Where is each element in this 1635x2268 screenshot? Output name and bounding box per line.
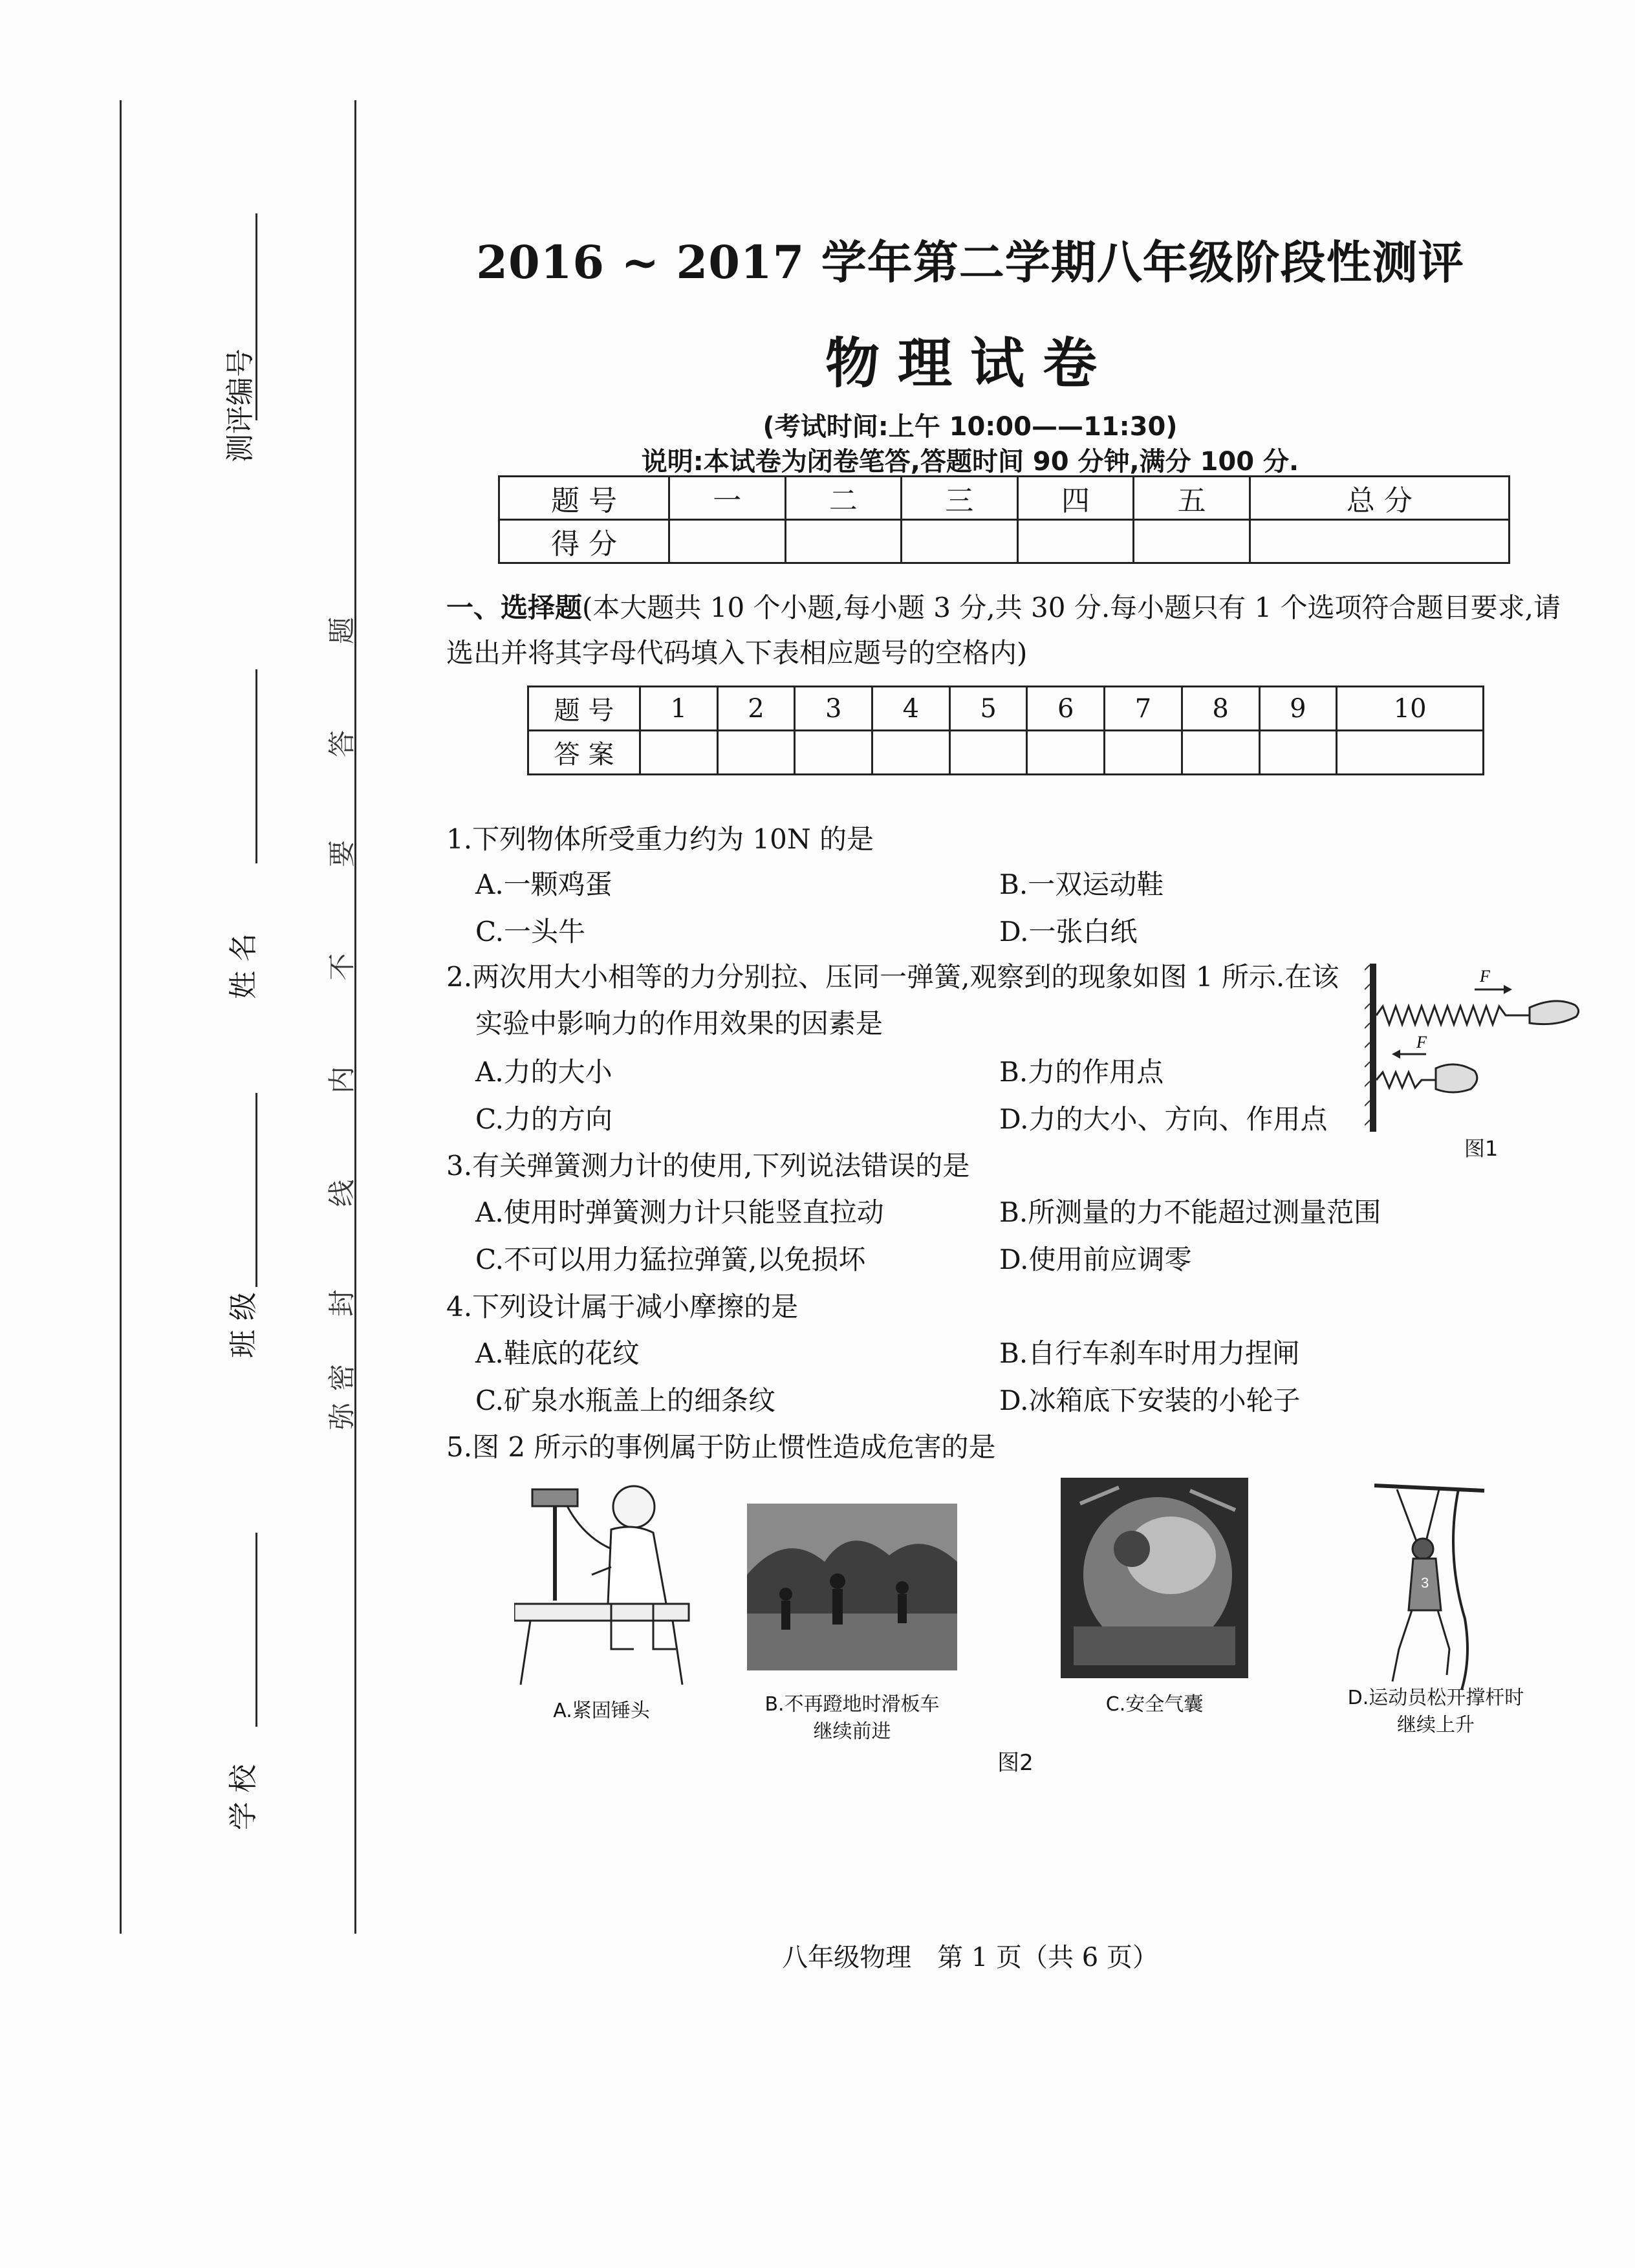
score-header-cell: 题 号 — [499, 477, 669, 520]
question-stem-continued: 实验中影响力的作用效果的因素是 — [475, 1008, 883, 1039]
option-a[interactable]: A.力的大小 — [475, 1056, 612, 1088]
answer-header-cell: 1 — [640, 687, 718, 731]
svg-text:3: 3 — [1421, 1575, 1429, 1591]
answer-header-cell: 10 — [1337, 687, 1484, 731]
question-stem: 1.下列物体所受重力约为 10N 的是 — [446, 823, 874, 855]
score-header-cell: 一 — [669, 477, 786, 520]
option-c[interactable]: C.一头牛 — [475, 916, 585, 947]
seal-char: 密 — [326, 1363, 358, 1392]
figure-2d-caption-line2: 继续上升 — [1397, 1714, 1475, 1736]
exam-title: 2016 ~ 2017 学年第二学期八年级阶段性测评 — [476, 235, 1464, 289]
answer-header-cell: 6 — [1027, 687, 1105, 731]
answer-header-cell: 5 — [949, 687, 1027, 731]
answer-cell[interactable] — [1337, 731, 1484, 775]
score-header-cell: 四 — [1017, 477, 1134, 520]
figure-2c-airbag-image — [1061, 1478, 1248, 1678]
score-cell[interactable] — [669, 520, 786, 563]
figure-2d-caption-line1: D.运动员松开撑杆时 — [1347, 1687, 1524, 1709]
option-a[interactable]: A.鞋底的花纹 — [475, 1337, 640, 1369]
seal-char: 要 — [326, 839, 358, 868]
answer-header-cell: 题 号 — [528, 687, 640, 731]
figure-2a-caption: A.紧固锤头 — [553, 1700, 650, 1722]
option-a[interactable]: A.一颗鸡蛋 — [475, 869, 612, 900]
figure-2b-scooter-image — [747, 1504, 957, 1670]
answer-cell[interactable] — [640, 731, 718, 775]
score-cell[interactable] — [1134, 520, 1250, 563]
answer-table-answer-row — [528, 731, 1484, 775]
exam-note: 说明:本试卷为闭卷笔答,答题时间 90 分钟,满分 100 分. — [641, 447, 1299, 477]
answer-cell[interactable] — [1182, 731, 1259, 775]
seal-char: 不 — [326, 953, 358, 981]
score-cell[interactable] — [1017, 520, 1134, 563]
option-b[interactable]: B.一双运动鞋 — [999, 869, 1164, 900]
seal-char: 答 — [326, 729, 358, 758]
score-header-cell: 五 — [1134, 477, 1250, 520]
svg-text:F: F — [1480, 967, 1490, 986]
id-label: 测评编号 — [224, 349, 257, 462]
exam-time: (考试时间:上午 10:00——11:30) — [763, 412, 1178, 442]
score-row-label: 得 分 — [499, 520, 669, 563]
figure-1 — [1365, 951, 1585, 1164]
option-b[interactable]: B.力的作用点 — [999, 1056, 1164, 1088]
answer-table — [527, 686, 1484, 775]
seal-char: 弥 — [326, 1402, 358, 1431]
figure-2b-caption-line1: B.不再蹬地时滑板车 — [764, 1693, 940, 1716]
score-cell[interactable] — [902, 520, 1018, 563]
figure-2-label: 图2 — [997, 1750, 1034, 1776]
score-header-cell: 总 分 — [1250, 477, 1509, 520]
answer-header-cell: 3 — [795, 687, 872, 731]
question-stem: 5.图 2 所示的事例属于防止惯性造成危害的是 — [446, 1431, 996, 1463]
score-header-cell: 三 — [902, 477, 1018, 520]
answer-header-cell: 8 — [1182, 687, 1259, 731]
name-label: 姓 名 — [227, 933, 260, 999]
binding-line-right — [354, 100, 356, 1934]
option-d[interactable]: D.力的大小、方向、作用点 — [999, 1103, 1328, 1135]
option-b[interactable]: B.所测量的力不能超过测量范围 — [999, 1196, 1381, 1228]
answer-cell[interactable] — [1027, 731, 1105, 775]
option-c[interactable]: C.不可以用力猛拉弹簧,以免损坏 — [475, 1244, 866, 1275]
figure-2d-polevault-image — [1361, 1478, 1491, 1691]
answer-cell[interactable] — [717, 731, 795, 775]
spring-diagram — [1365, 951, 1585, 1138]
score-table — [498, 475, 1510, 564]
answer-table-header-row — [528, 687, 1484, 731]
class-underline — [255, 1093, 257, 1287]
figure-2c-caption: C.安全气囊 — [1105, 1693, 1204, 1716]
figure-1-label: 图1 — [1464, 1136, 1499, 1161]
figure-2d-caption — [1313, 1685, 1559, 1739]
answer-header-cell: 9 — [1259, 687, 1337, 731]
svg-text:F: F — [1416, 1033, 1427, 1052]
answer-header-cell: 7 — [1105, 687, 1182, 731]
option-b[interactable]: B.自行车刹车时用力捏闸 — [999, 1337, 1300, 1369]
class-label: 班 级 — [227, 1292, 260, 1358]
option-d[interactable]: D.一张白纸 — [999, 916, 1138, 947]
answer-row-label: 答 案 — [528, 731, 640, 775]
score-table-header-row — [499, 477, 1510, 520]
question-stem: 4.下列设计属于减小摩擦的是 — [446, 1291, 799, 1323]
figure-2b-caption — [731, 1691, 973, 1745]
exam-subtitle: 物理试卷 — [825, 331, 1115, 395]
option-d[interactable]: D.使用前应调零 — [999, 1244, 1192, 1275]
option-a[interactable]: A.使用时弹簧测力计只能竖直拉动 — [475, 1196, 884, 1228]
section1-desc: (本大题共 10 个小题,每小题 3 分,共 30 分.每小题只有 1 个选项符合题目要求,请选出并将其字母代码填入下表相应题号的空格内) — [446, 592, 1561, 669]
score-header-cell: 二 — [785, 477, 902, 520]
answer-cell[interactable] — [872, 731, 950, 775]
option-d[interactable]: D.冰箱底下安装的小轮子 — [999, 1385, 1301, 1416]
option-c[interactable]: C.矿泉水瓶盖上的细条纹 — [475, 1385, 775, 1416]
page-footer: 八年级物理 第 1 页（共 6 页） — [782, 1943, 1158, 1972]
answer-header-cell: 2 — [717, 687, 795, 731]
binding-line-left — [120, 100, 122, 1934]
score-table-score-row — [499, 520, 1510, 563]
answer-cell[interactable] — [1259, 731, 1337, 775]
answer-cell[interactable] — [1105, 731, 1182, 775]
name-underline — [255, 669, 257, 863]
question-stem: 3.有关弹簧测力计的使用,下列说法错误的是 — [446, 1150, 970, 1182]
answer-cell[interactable] — [795, 731, 872, 775]
score-cell[interactable] — [785, 520, 902, 563]
school-label: 学 校 — [227, 1764, 260, 1830]
section1-instructions — [446, 585, 1572, 676]
option-c[interactable]: C.力的方向 — [475, 1103, 612, 1135]
figure-2 — [498, 1478, 1559, 1788]
question-stem: 2.两次用大小相等的力分别拉、压同一弹簧,观察到的现象如图 1 所示.在该 — [446, 961, 1339, 993]
seal-char: 内 — [326, 1066, 358, 1094]
school-underline — [255, 1533, 257, 1727]
score-cell[interactable] — [1250, 520, 1509, 563]
seal-char: 线 — [326, 1179, 358, 1207]
figure-2b-caption-line2: 继续前进 — [813, 1720, 891, 1743]
figure-2a-hammer-image — [514, 1478, 702, 1691]
seal-char: 封 — [326, 1289, 358, 1317]
answer-header-cell: 4 — [872, 687, 950, 731]
section1-heading: 一、选择题 — [446, 592, 583, 623]
answer-cell[interactable] — [949, 731, 1027, 775]
seal-char: 题 — [326, 616, 358, 645]
